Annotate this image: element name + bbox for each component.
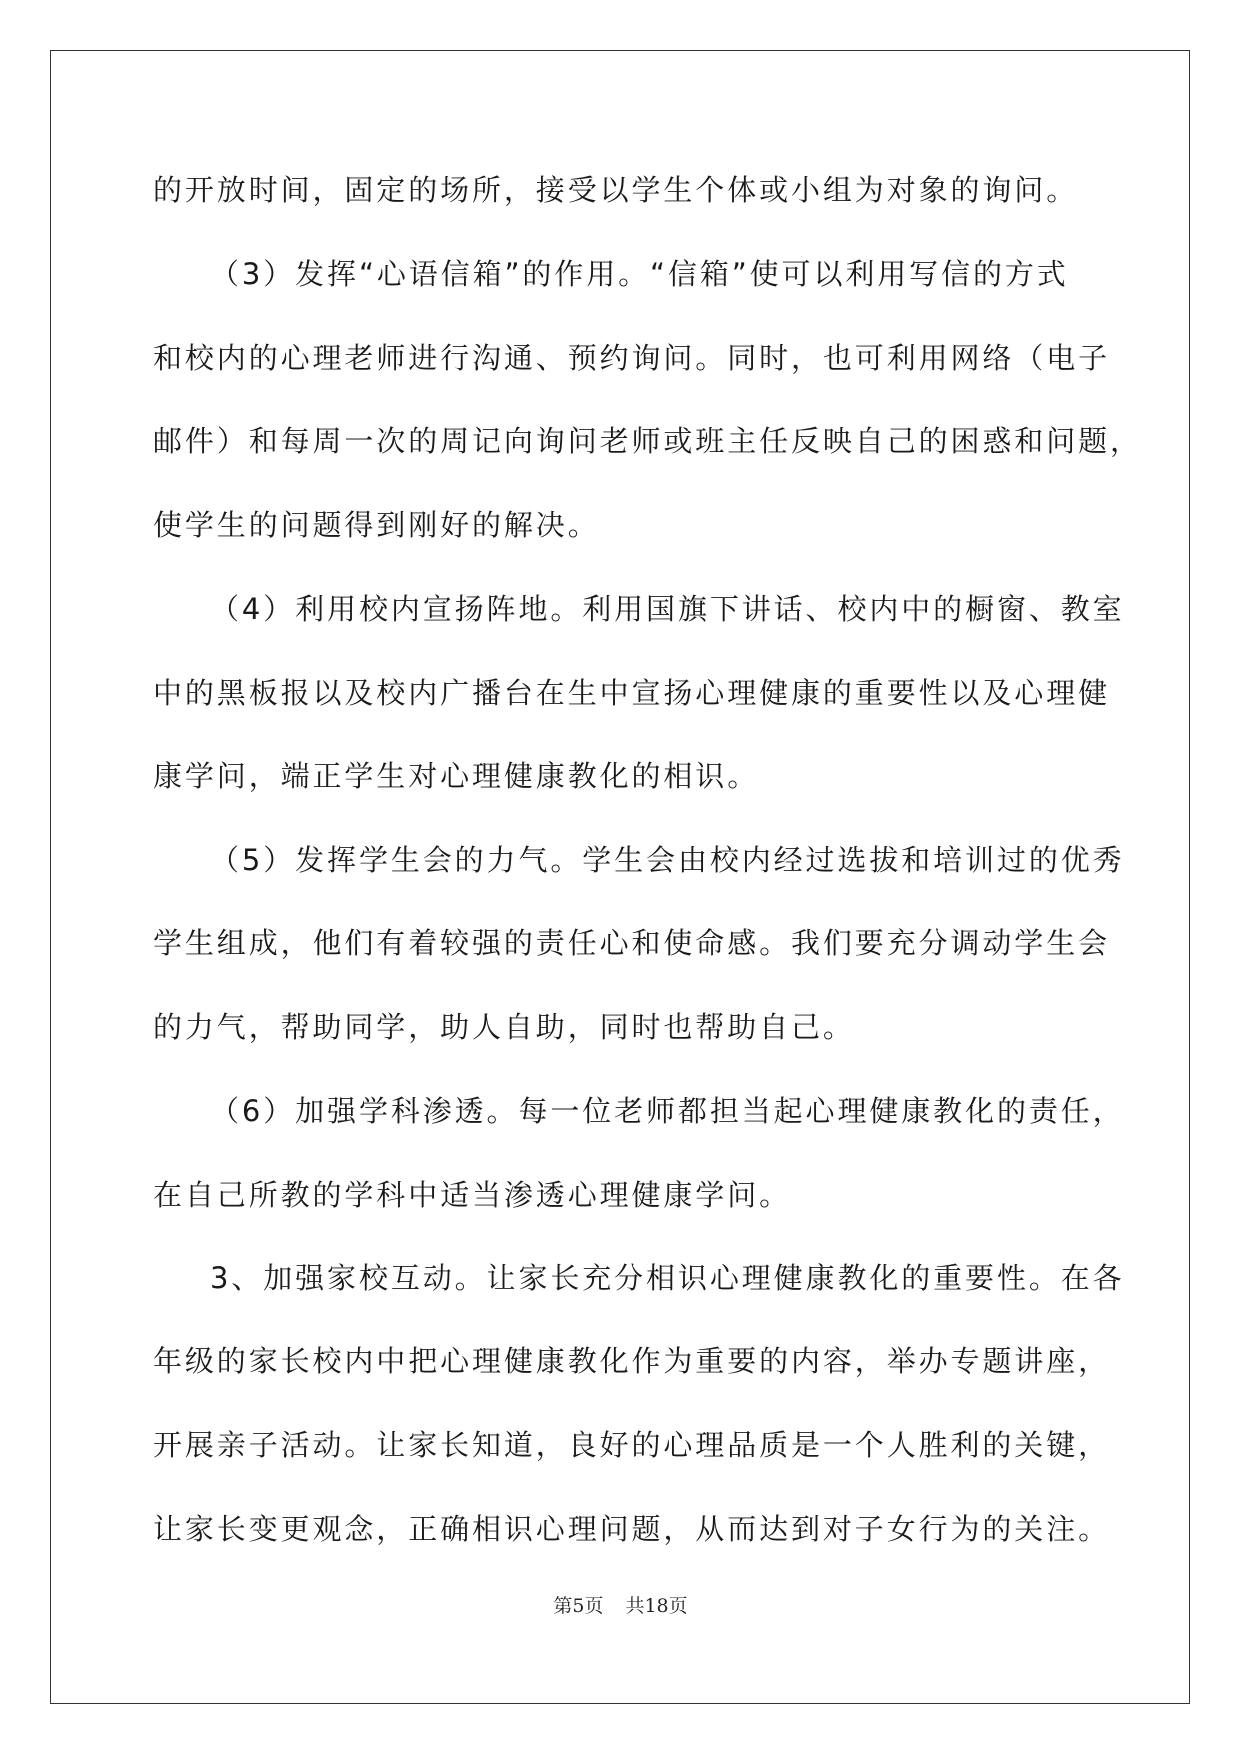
text-line: 年级的家长校内中把心理健康教化作为重要的内容，举办专题讲座， — [153, 1344, 1111, 1378]
text-line: 开展亲子活动。让家长知道，良好的心理品质是一个人胜利的关键， — [153, 1428, 1111, 1462]
text-line: （4）利用校内宣扬阵地。利用国旗下讲话、校内中的橱窗、教室 — [210, 592, 1125, 626]
text-line: （5）发挥学生会的力气。学生会由校内经过选拔和培训过的优秀 — [210, 843, 1125, 877]
text-line: （6）加强学科渗透。每一位老师都担当起心理健康教化的责任， — [210, 1094, 1125, 1128]
text-line: 在自己所教的学科中适当渗透心理健康学问。 — [153, 1178, 792, 1212]
text-line: 的开放时间，固定的场所，接受以学生个体或小组为对象的询问。 — [153, 173, 1079, 207]
page-footer — [0, 1594, 1241, 1618]
text-line: 邮件）和每周一次的周记向询问老师或班主任反映自己的困惑和问题， — [153, 424, 1142, 458]
text-line: 使学生的问题得到刚好的解决。 — [153, 508, 600, 542]
text-line: 学生组成，他们有着较强的责任心和使命感。我们要充分调动学生会 — [153, 926, 1111, 960]
page-total: 共18页 — [625, 1595, 688, 1617]
text-line: 康学问，端正学生对心理健康教化的相识。 — [153, 759, 760, 793]
text-line: （3）发挥“心语信箱”的作用。“信箱”使可以利用写信的方式 — [210, 257, 1069, 291]
text-line: 中的黑板报以及校内广播台在生中宣扬心理健康的重要性以及心理健 — [153, 676, 1111, 710]
text-line: 的力气，帮助同学，助人自助，同时也帮助自己。 — [153, 1010, 855, 1044]
text-line: 让家长变更观念，正确相识心理问题，从而达到对子女行为的关注。 — [153, 1512, 1111, 1546]
page-number: 第5页 — [553, 1595, 604, 1617]
text-line: 3、加强家校互动。让家长充分相识心理健康教化的重要性。在各 — [210, 1261, 1125, 1295]
text-line: 和校内的心理老师进行沟通、预约询问。同时，也可利用网络（电子 — [153, 341, 1111, 375]
